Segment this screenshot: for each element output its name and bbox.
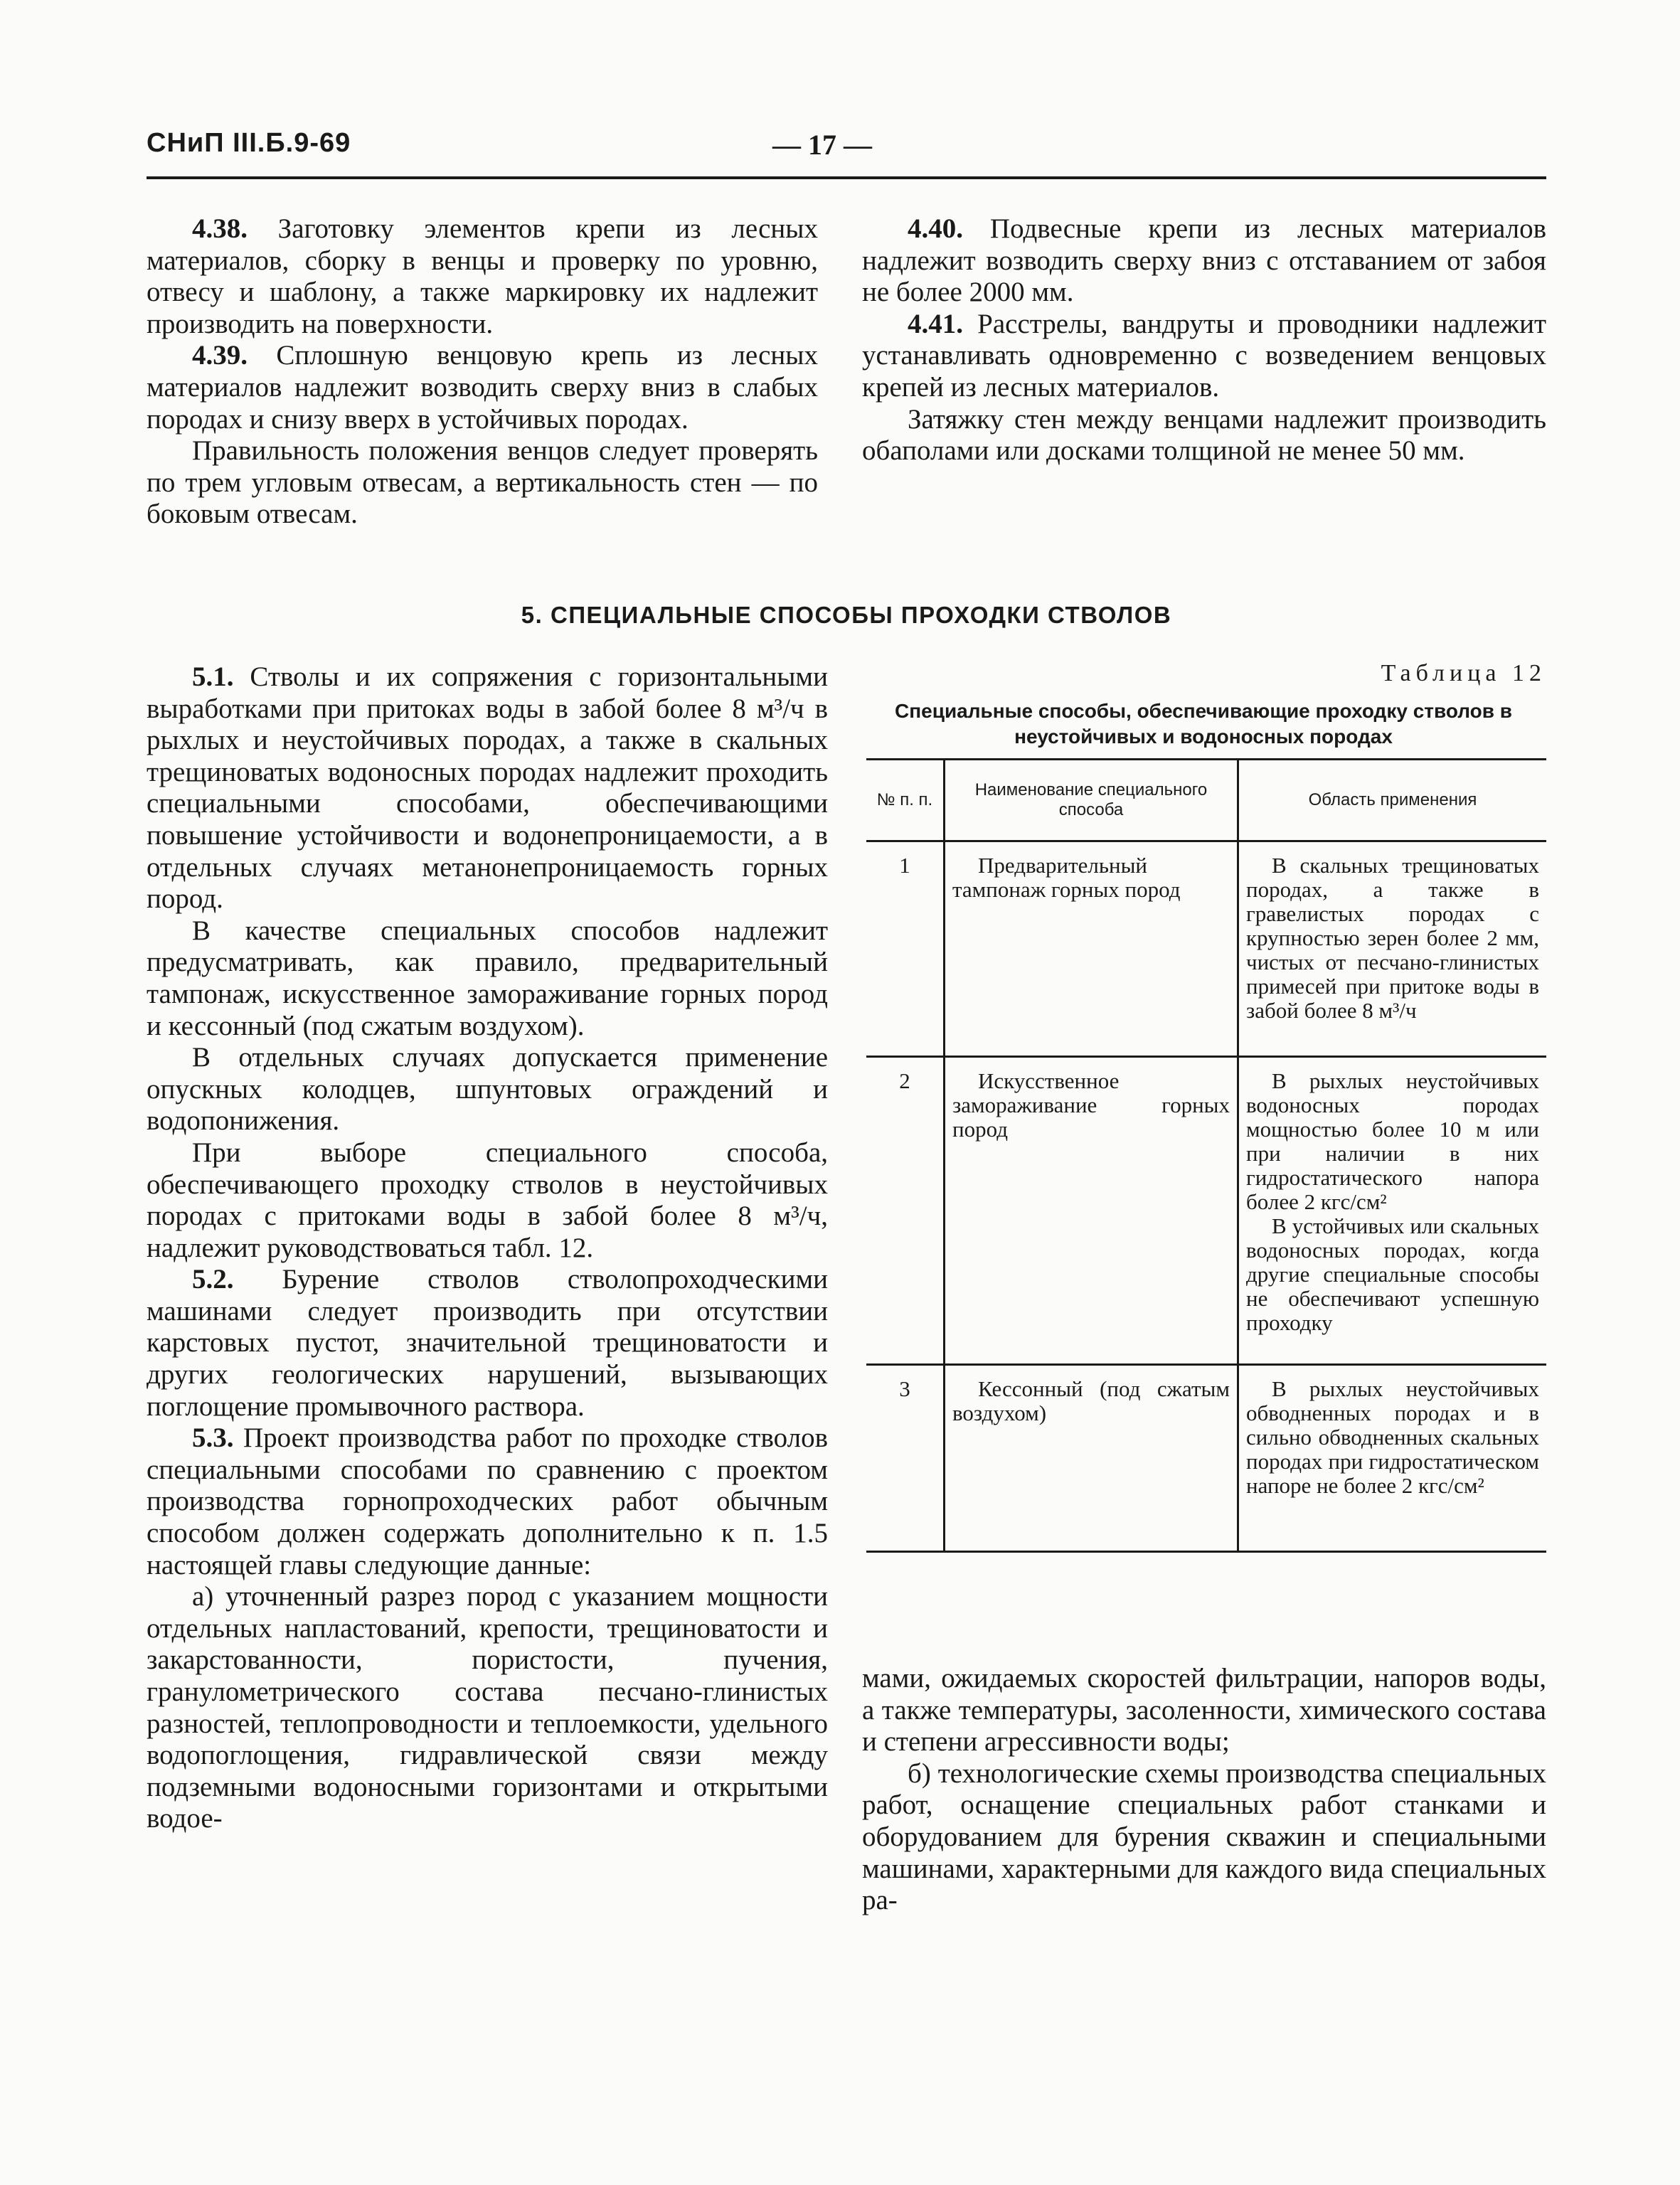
row-scope-extra: В устойчивых или скальных водоносных породах, когда другие специальные способы не обеспечивают успешную проходку: [1246, 1213, 1539, 1335]
table-row: [866, 1057, 1546, 1365]
special-methods-table: [866, 758, 1546, 1553]
header-method: Наименование специального способа: [945, 760, 1238, 841]
row-scope: В скальных трещиноватых породах, а также в гравелистых породах с крупностью зерен более 2 мм, чистых от песчано-глинистых примесей при притоке воды в забой более 8 м³/ч: [1246, 853, 1539, 1023]
clause-4-39: 4.39. Сплошную венцовую крепь из лесных материалов надлежит возводить сверху вниз в слабых породах и снизу вверх в устойчивых породах.: [147, 340, 818, 435]
page-number: — 17 —: [772, 129, 872, 161]
clause-5-1-table-ref: При выборе специального способа, обеспечивающего проходку стволов в неустойчивых породах с притоками воды в забой более 8 м³/ч, надлежит руководствоваться табл. 12.: [147, 1137, 828, 1263]
row-number: 1: [866, 841, 945, 1057]
clause-4-40: 4.40. Подвесные крепи из лесных материалов надлежит возводить сверху вниз с отставанием от забоя не более 2000 мм.: [862, 213, 1546, 308]
clause-5-3-item-b: б) технологические схемы производства специальных работ, оснащение специальных работ станками и оборудованием для бурения скважин и специальными машинами, характерными для каждого вида специальных ра-: [862, 1758, 1546, 1916]
clause-5-1-exceptions: В отдельных случаях допускается применение опускных колодцев, шпунтовых ограждений и водопонижения.: [147, 1042, 828, 1137]
left-top-column: [147, 213, 818, 531]
row-number: 3: [866, 1365, 945, 1552]
clause-4-41: 4.41. Расстрелы, вандруты и проводники надлежит устанавливать одновременно с возведением венцовых крепей из лесных материалов.: [862, 308, 1546, 403]
clause-5-3-item-a: а) уточненный разрез пород с указанием мощности отдельных напластований, крепости, трещиноватости и закарстованности, пористости, пучения, гранулометрического состава песчано-глинистых разностей, теплопроводности и теплоемкости, удельного водопоглощения, гидравлической связи между подземными водоносными горизонтами и открытыми водое-: [147, 1581, 828, 1834]
table-label: Таблица 12: [1381, 660, 1546, 686]
row-method: Искусственное замораживание горных пород: [952, 1068, 1230, 1142]
table-header-row: [866, 760, 1546, 841]
table-row: [866, 841, 1546, 1057]
right-main-column: [862, 1663, 1546, 1917]
header-rule: [147, 176, 1546, 179]
clause-5-3: 5.3. Проект производства работ по проходке стволов специальными способами по сравнению с проектом производства горнопроходческих работ обычным способом должен содержать дополнительно к п. 1.5 настоящей главы следующие данные:: [147, 1423, 828, 1580]
page-header: [147, 128, 1546, 171]
section-title: 5. СПЕЦИАЛЬНЫЕ СПОСОБЫ ПРОХОДКИ СТВОЛОВ: [521, 602, 1172, 628]
left-main-column: [147, 661, 828, 1835]
clause-5-1-methods: В качестве специальных способов надлежит предусматривать, как правило, предварительный тампонаж, искусственное замораживание горных пород и кессонный (под сжатым воздухом).: [147, 915, 828, 1041]
row-scope: В рыхлых неустойчивых обводненных породах и в сильно обводненных скальных породах при гидростатическом напоре не более 2 кгс/см²: [1246, 1376, 1539, 1498]
row-method: Предварительный тампонаж горных пород: [952, 853, 1181, 902]
row-number: 2: [866, 1057, 945, 1365]
document-code: СНиП III.Б.9-69: [147, 128, 351, 158]
clause-4-41-continuation: Затяжку стен между венцами надлежит производить обаполами или досками толщиной не менее 50 мм.: [862, 403, 1546, 467]
right-top-column: [862, 213, 1546, 467]
row-method: Кессонный (под сжатым воздухом): [952, 1376, 1230, 1425]
table-row: [866, 1365, 1546, 1552]
clause-5-2: 5.2. Бурение стволов стволопроходческими машинами следует производить при отсутствии карстовых пустот, значительной трещиноватости и других геологических нарушений, вызывающих поглощение промывочного раствора.: [147, 1264, 828, 1422]
clause-4-38: 4.38. Заготовку элементов крепи из лесных материалов, сборку в венцы и проверку по уровню, отвесу и шаблону, а также маркировку их надлежит производить на поверхности.: [147, 213, 818, 339]
header-scope: Область применения: [1238, 760, 1547, 841]
clause-5-3-item-a-continuation: мами, ожидаемых скоростей фильтрации, напоров воды, а также температуры, засоленности, химического состава и степени агрессивности воды;: [862, 1663, 1546, 1758]
clause-5-1: 5.1. Стволы и их сопряжения с горизонтальными выработками при притоках воды в забой более 8 м³/ч в рыхлых и неустойчивых породах, а также в скальных трещиноватых водоносных породах надлежит проходить специальными способами, обеспечивающими повышение устойчивости и водонепроницаемости, а в отдельных случаях метанонепроницаемость горных пород.: [147, 661, 828, 915]
row-scope: В рыхлых неустойчивых водоносных породах мощностью более 10 м или при наличии в них гидростатического напора более 2 кгс/см²: [1246, 1068, 1539, 1214]
table-title: Специальные способы, обеспечивающие проходку стволов в неустойчивых и водоносных породах: [895, 700, 1512, 748]
clause-4-39-continuation: Правильность положения венцов следует проверять по трем угловым отвесам, а вертикальность стен — по боковым отвесам.: [147, 435, 818, 530]
header-number: № п. п.: [866, 760, 945, 841]
